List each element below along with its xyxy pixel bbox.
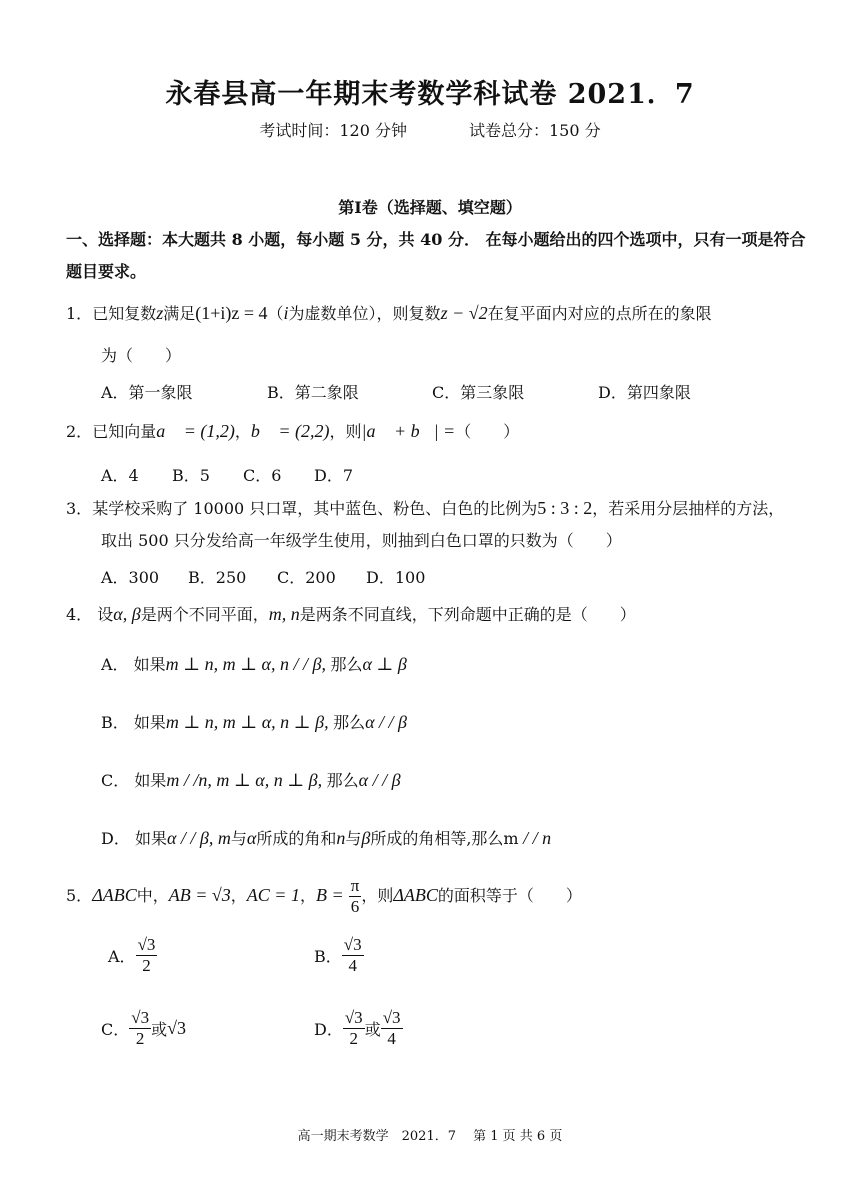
question-1-line1: 1．已知复数z满足(1+i)z = 4（i为虚数单位），则复数z − √2在复平面内对应的点所在的象限 [66,303,712,323]
question-3-line2: 取出 500 只分发给高一年级学生使用，则抽到白色口罩的只数为（ ） [101,531,622,550]
question-4-line1: 4． 设α, β是两个不同平面，m, n是两条不同直线，下列命题中正确的是（ ） [66,604,636,624]
question-2-option-b: B．5 [172,466,210,485]
question-4-option-a: A． 如果m ⊥ n, m ⊥ α, n / / β, 那么α ⊥ β [101,654,407,674]
question-2-option-a: A．4 [101,466,139,485]
question-5-option-d: D． $\frac{√3}{2}$ 或 $\frac{√3}{4}$ [314,1008,401,1048]
question-3-option-d: D．100 [366,568,426,587]
question-5-option-c: C． $\frac{√3}{2}$ 或√3 [101,1008,186,1048]
question-3-line1: 3．某学校采购了 10000 只口罩，其中蓝色、粉色、白色的比例为5 : 3 : 2，若采用分层抽样的方法， [66,498,785,518]
question-4-option-d: D． 如果α / / β, m与α所成的角和n与β所成的角相等,那么m / / n [101,828,552,848]
part-one-instructions: 一、选择题：本大题共 8 小题，每小题 5 分，共 40 分． 在每小题给出的四个选项中，只有一项是符合题目要求。 [66,230,806,281]
question-1-option-a: A．第一象限 [101,383,193,402]
question-4-option-b: B． 如果m ⊥ n, m ⊥ α, n ⊥ β, 那么α / / β [101,712,408,732]
question-4-option-c: C． 如果m / /n, m ⊥ α, n ⊥ β, 那么α / / β [101,770,401,790]
question-2-option-c: C．6 [243,466,282,485]
question-2-line1: 2．已知向量a⃗ = (1,2)，b⃗ = (2,2)，则|a⃗ + b⃗| =（ ） [66,421,520,441]
question-1-option-b: B．第二象限 [267,383,359,402]
question-1-option-d: D．第四象限 [598,383,691,402]
exam-info [0,118,860,141]
total-score: 试卷总分：150 分 [469,121,601,140]
question-2-option-d: D．7 [314,466,354,485]
question-5-option-a: A． $\frac{√3}{2}$ [108,935,156,975]
question-5-line1: 5．ΔABC中，AB = √3，AC = 1，B = $\frac{\pi}{6}$ ，则ΔABC的面积等于（ ） [66,876,582,916]
b-angle-fraction: $\frac{\pi}{6}$ [350,876,360,916]
question-3-option-c: C．200 [277,568,336,587]
question-1-line2: 为（ ） [101,346,182,365]
exam-title: 永春县高一年期末考数学科试卷 2021．7 [165,79,695,110]
page-footer: 高一期末考数学 2021．7 第 1 页 共 6 页 [297,1129,563,1144]
section-title: 第Ⅰ卷（选择题、填空题） [338,198,522,217]
question-1-option-c: C．第三象限 [432,383,525,402]
question-3-option-b: B．250 [188,568,247,587]
question-5-option-b: B． $\frac{√3}{4}$ [314,935,362,975]
exam-time: 考试时间：120 分钟 [259,121,407,140]
question-3-option-a: A．300 [101,568,160,587]
